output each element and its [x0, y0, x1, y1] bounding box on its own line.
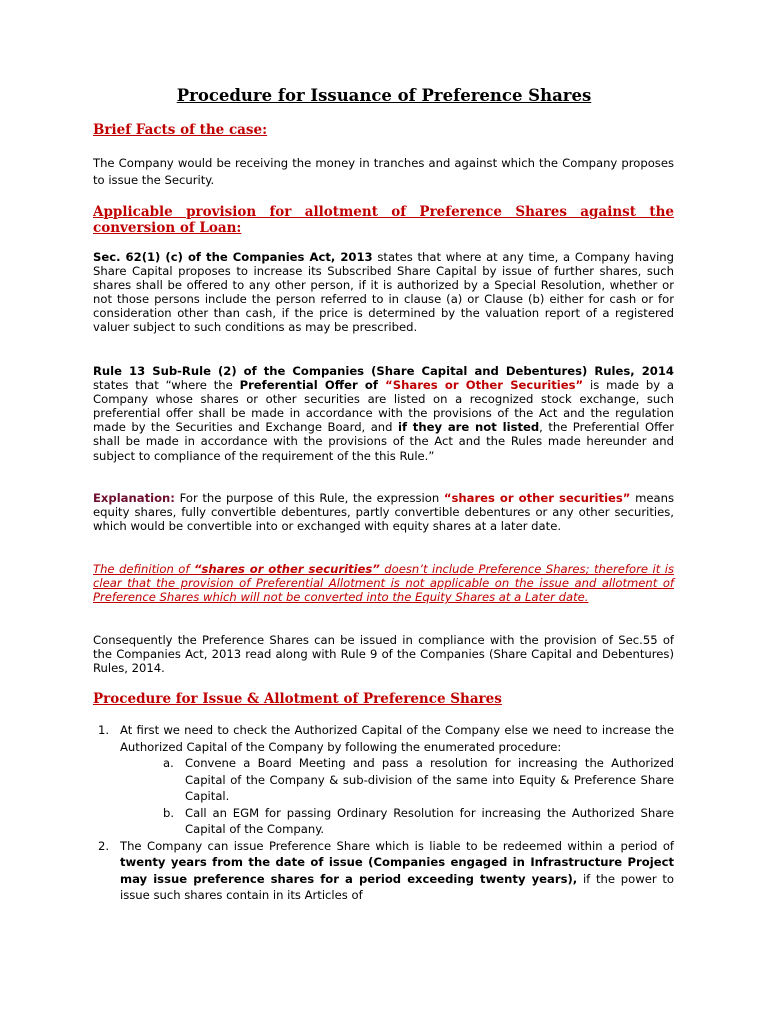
- sub-list-item: [93, 755, 674, 805]
- list-item-number: 1.: [98, 723, 110, 737]
- definition-text-2: doesn’t include Preference Shares; therefore it is clear that the provision of Preferential Allotment is not applicable on the issue and allotment of Preference Shares which will not be converted into the Equity Shares at a Later date.: [93, 562, 674, 605]
- rule13-text-3: , the Preferential Offer shall be made in accordance with the provisions of the Act and the Rules made hereunder and subject to compliance of the requirement of the this Rule.”: [93, 420, 674, 463]
- rule13-shares-securities: “Shares or Other Securities”: [385, 378, 584, 393]
- page-title: Procedure for Issuance of Preference Shares: [176, 86, 592, 105]
- heading-brief-facts: Brief Facts of the case:: [93, 122, 268, 138]
- sec62-text: states that where at any time, a Company having Share Capital proposes to increase its Subscribed Share Capital by issue of further shares, such shares shall be offered to any other person, if it is authorized by a Special Resolution, whether or not those persons include the person referred to in clause (a) or Clause (b) either for cash or for consideration other than cash, if the price is determined by the valuation report of a registered valuer subject to such conditions as may be prescribed.: [93, 250, 674, 335]
- paragraph-definition-note: [93, 562, 674, 604]
- heading-procedure: Procedure for Issue & Allotment of Preference Shares: [93, 691, 502, 707]
- explanation-term: “shares or other securities”: [443, 491, 631, 505]
- procedure-list: [93, 722, 674, 904]
- sub-list-item: [93, 805, 674, 838]
- rule13-reference: Rule 13 Sub-Rule (2) of the Companies (Share Capital and Debentures) Rules, 2014: [93, 364, 674, 378]
- sub-list-item-text: Convene a Board Meeting and pass a resolution for increasing the Authorized Capital of the Company & sub-division of the same into Equity & Preference Share Capital.: [185, 756, 674, 803]
- explanation-label: Explanation:: [93, 491, 175, 505]
- heading-applicable-provision: Applicable provision for allotment of Preference Shares against the conversion of Loan:: [93, 204, 674, 236]
- sub-list-item-letter: b.: [163, 805, 175, 820]
- list-item: [93, 838, 674, 904]
- explanation-text-2: means equity shares, fully convertible debentures, partly convertible debentures or any other securities, which would be convertible into or exchanged with equity shares at a later date.: [93, 491, 675, 534]
- rule13-preferential-offer: Preferential Offer of: [239, 378, 386, 393]
- definition-term: “shares or other securities”: [193, 562, 380, 576]
- list-item-text: At first we need to check the Authorized Capital of the Company else we need to increase the Authorized Capital of the Company by following the enumerated procedure:: [120, 723, 674, 754]
- list-item-number: 2.: [98, 838, 110, 853]
- explanation-text-1: For the purpose of this Rule, the expression: [174, 491, 444, 505]
- paragraph-rule13: [93, 364, 674, 463]
- paragraph-brief-facts: The Company would be receiving the money in tranches and against which the Company proposes to issue the Security.: [93, 156, 674, 187]
- sub-list-item-letter: a.: [163, 756, 174, 770]
- paragraph-sec62: [93, 250, 674, 335]
- list-item-bold: twenty years from the date of issue (Companies engaged in Infrastructure Project may issue preference shares for a period exceeding twenty years),: [120, 855, 674, 886]
- sec62-reference: Sec. 62(1) (c) of the Companies Act, 2013: [93, 250, 373, 264]
- sub-list-item-text: Call an EGM for passing Ordinary Resolution for increasing the Authorized Share Capital of the Company.: [185, 805, 674, 836]
- paragraph-consequently: Consequently the Preference Shares can be issued in compliance with the provision of Sec.55 of the Companies Act, 2013 read along with Rule 9 of the Companies (Share Capital and Debentures) Rules, 2014.: [93, 633, 674, 676]
- list-item-text-1: The Company can issue Preference Share which is liable to be redeemed within a period of: [120, 838, 674, 853]
- rule13-text-2: is made by a Company whose shares or other securities are listed on a recognized stock exchange, such preferential offer shall be made in accordance with the provisions of the Act and the regulation made by the Securities and Exchange Board, and: [93, 378, 675, 435]
- rule13-not-listed: if they are not listed: [397, 420, 540, 435]
- list-item: [93, 722, 674, 755]
- rule13-text-1: states that “where the: [93, 378, 240, 393]
- paragraph-explanation: [93, 491, 674, 533]
- definition-text-1: The definition of: [93, 562, 194, 576]
- list-item-text-2: if the power to issue such shares contain in its Articles of: [120, 871, 675, 902]
